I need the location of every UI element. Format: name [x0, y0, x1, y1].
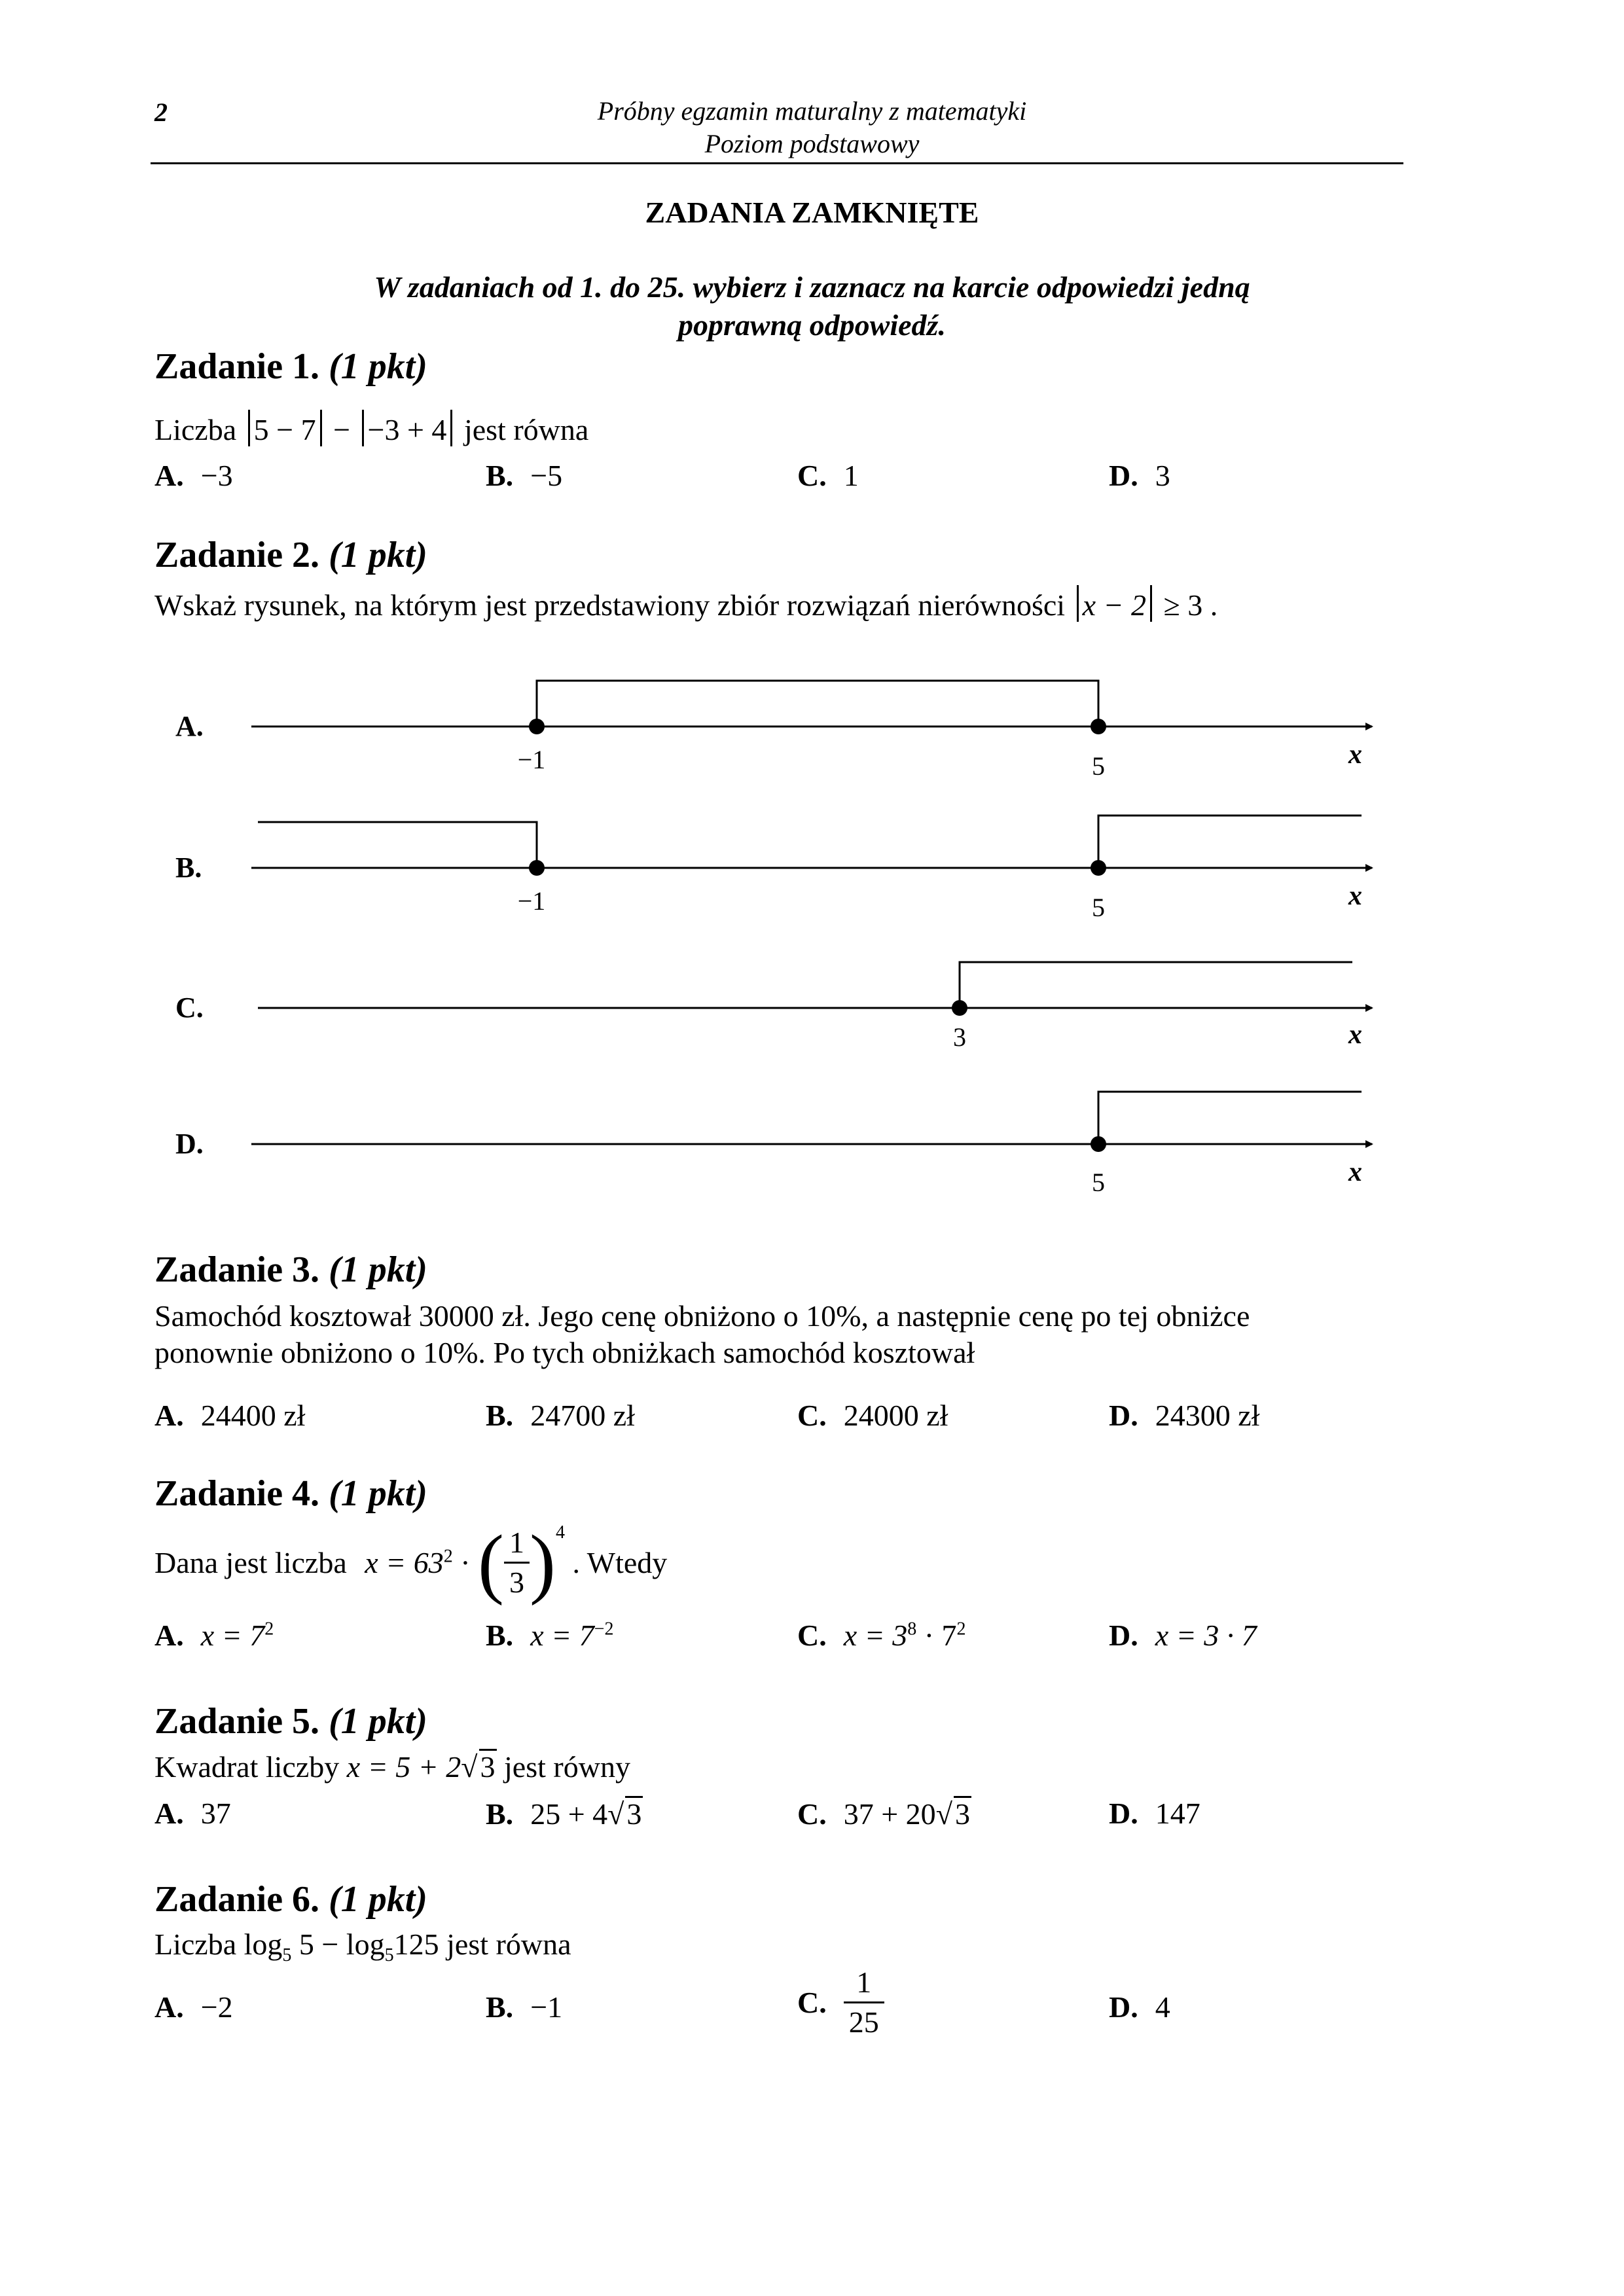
figure-b-point-1 — [529, 860, 545, 876]
task-1-option-d[interactable]: D. 3 — [1109, 459, 1170, 492]
task-5-question: Kwadrat liczby x = 5 + 2√3 jest równy — [154, 1750, 630, 1784]
task-4-option-d[interactable]: D. x = 3 · 7 — [1109, 1619, 1257, 1652]
figure-c-label: 3 — [953, 1022, 966, 1052]
figure-b-interval-left — [258, 822, 537, 868]
figure-b-axis-label: x — [1348, 881, 1362, 911]
task-5-option-c[interactable]: C. 37 + 20√3 — [797, 1797, 970, 1831]
task-4-title: Zadanie 4. (1 pkt) — [154, 1473, 427, 1514]
task-6-option-d[interactable]: D. 4 — [1109, 1990, 1170, 2024]
task-5-option-a[interactable]: A. 37 — [154, 1797, 231, 1830]
header-subtitle: Poziom podstawowy — [704, 129, 920, 158]
task-1-title: Zadanie 1. (1 pkt) — [154, 346, 427, 387]
figure-c[interactable] — [175, 962, 1372, 1052]
figure-c-point — [952, 1000, 967, 1016]
task-3-title: Zadanie 3. (1 pkt) — [154, 1249, 427, 1290]
task-6-option-b[interactable]: B. −1 — [486, 1990, 563, 2024]
figure-b[interactable] — [175, 816, 1372, 922]
page-number: 2 — [154, 98, 168, 127]
task-5-option-d[interactable]: D. 147 — [1109, 1797, 1200, 1830]
figure-d-point — [1091, 1136, 1106, 1152]
task-3-option-c[interactable]: C. 24000 zł — [797, 1399, 948, 1432]
figure-a-axis-label: x — [1348, 740, 1362, 770]
task-3-line-2: ponownie obniżono o 10%. Po tych obniżkach samochód kosztował — [154, 1336, 975, 1369]
figure-d-letter: D. — [175, 1128, 204, 1160]
task-6-option-c[interactable]: C. $\frac{1}{25}$ — [797, 1967, 884, 2037]
figure-b-label-1: −1 — [517, 886, 546, 916]
task-6-title: Zadanie 6. (1 pkt) — [154, 1879, 427, 1920]
task-1-option-a[interactable]: A. −3 — [154, 459, 233, 492]
section-title: ZADANIA ZAMKNIĘTE — [645, 196, 979, 229]
task-4-option-a[interactable]: A. $x = 7^2$ — [154, 1619, 274, 1652]
figure-a-label-1: −1 — [517, 745, 546, 774]
figure-c-interval — [960, 962, 1352, 1008]
task-1-question: Liczba 5 − 7 − −3 + 4 jest równa — [154, 410, 588, 447]
figure-b-letter: B. — [175, 852, 202, 884]
figure-b-point-2 — [1091, 860, 1106, 876]
instructions-line-2: poprawną odpowiedź. — [678, 308, 946, 342]
figure-a-interval — [537, 681, 1098, 726]
figure-d-label: 5 — [1092, 1168, 1105, 1197]
task-2-title: Zadanie 2. (1 pkt) — [154, 535, 427, 575]
figure-c-letter: C. — [175, 992, 204, 1024]
header-title: Próbny egzamin maturalny z matematyki — [597, 96, 1027, 126]
figure-a-letter: A. — [175, 710, 204, 742]
figure-b-interval-right — [1098, 816, 1362, 868]
task-2-question: Wskaż rysunek, na którym jest przedstawiony zbiór rozwiązań nierówności x − 2 ≥ 3 . — [154, 585, 1218, 622]
task-3-line-1: Samochód kosztował 30000 zł. Jego cenę obniżono o 10%, a następnie cenę po tej obniżce — [154, 1299, 1250, 1333]
figure-d-interval — [1098, 1092, 1362, 1144]
figure-a-label-2: 5 — [1092, 751, 1105, 781]
instructions-line-1: W zadaniach od 1. do 25. wybierz i zaznacz na karcie odpowiedzi jedną — [374, 270, 1250, 304]
task-4-option-b[interactable]: B. $x = 7^{-2}$ — [486, 1619, 614, 1652]
task-5-option-b[interactable]: B. 25 + 4√3 — [486, 1797, 642, 1831]
figure-a-point-2 — [1091, 719, 1106, 734]
task-3-option-d[interactable]: D. 24300 zł — [1109, 1399, 1260, 1432]
task-4-question: Dana jest liczba $x = 63^2$ · ( $\frac{1}{3}$ )$^4$ . Wtedy — [154, 1518, 668, 1606]
figure-b-label-2: 5 — [1092, 893, 1105, 922]
figure-d-axis-label: x — [1348, 1157, 1362, 1187]
figure-d[interactable] — [175, 1092, 1372, 1197]
figure-a[interactable] — [175, 681, 1372, 781]
task-3-option-b[interactable]: B. 24700 zł — [486, 1399, 635, 1432]
task-3-option-a[interactable]: A. 24400 zł — [154, 1399, 306, 1432]
task-6-option-a[interactable]: A. −2 — [154, 1990, 233, 2024]
task-4-option-c[interactable]: C. $x = 3^8 \cdot 7^2$ — [797, 1619, 966, 1652]
figure-a-point-1 — [529, 719, 545, 734]
task-6-question: Liczba $\log_5 5 - \log_5125$ jest równa — [154, 1928, 571, 1966]
task-5-title: Zadanie 5. (1 pkt) — [154, 1701, 427, 1742]
figure-c-axis-label: x — [1348, 1020, 1362, 1050]
task-1-option-b[interactable]: B. −5 — [486, 459, 563, 492]
task-1-option-c[interactable]: C. 1 — [797, 459, 859, 492]
